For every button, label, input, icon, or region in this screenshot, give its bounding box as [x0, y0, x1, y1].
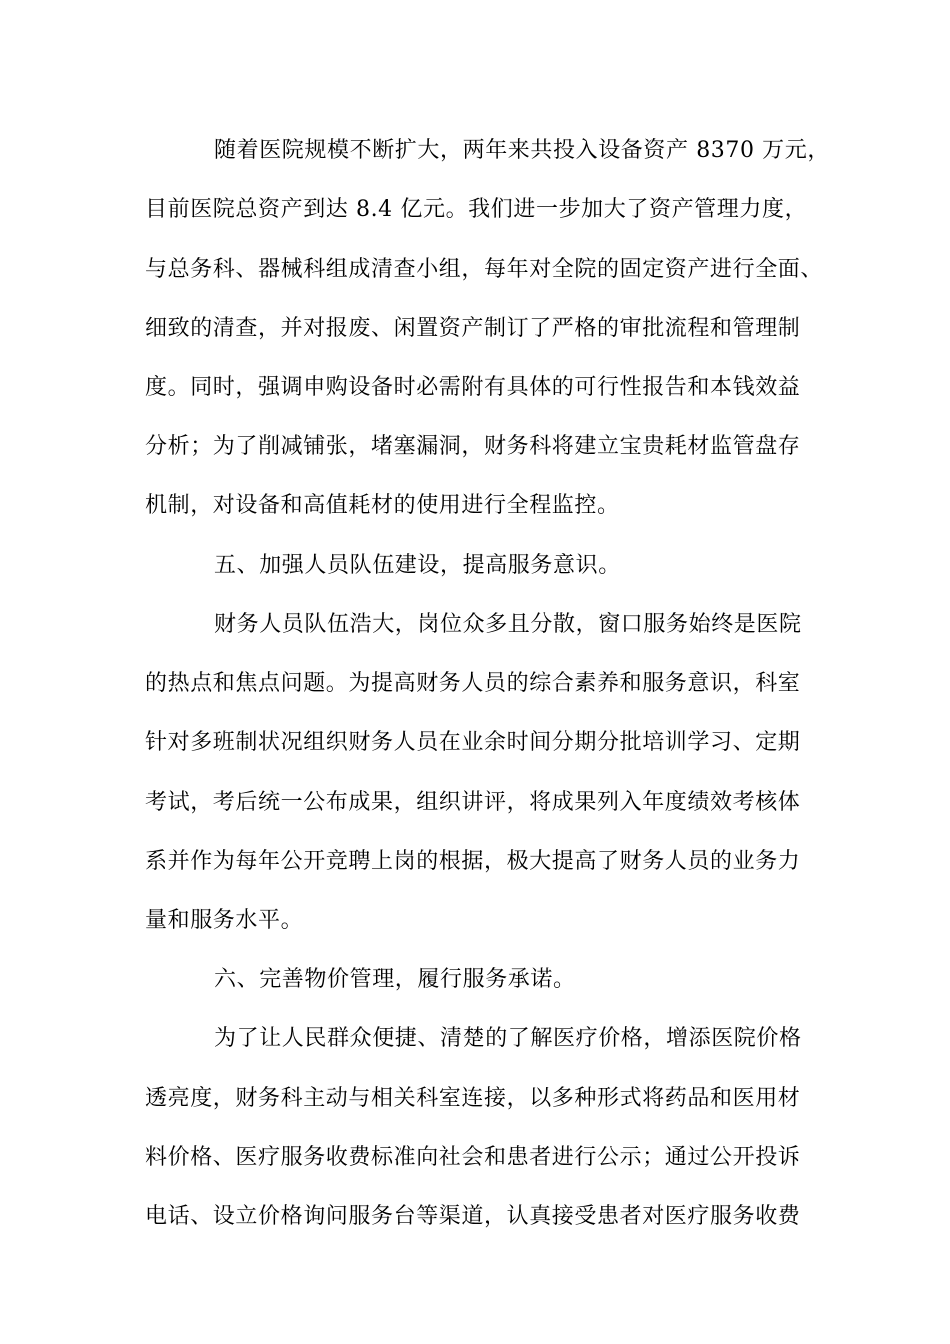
paragraph-price-line-2: 透亮度，财务科主动与相关科室连接，以多种形式将药品和医用材	[145, 1086, 801, 1111]
paragraph-asset-line-6: 分析；为了削减铺张，堵塞漏洞，财务科将建立宝贵耗材监管盘存	[145, 434, 801, 459]
section-heading-six: 六、完善物价管理，履行服务承诺。	[214, 967, 576, 992]
paragraph-price-line-1: 为了让人民群众便捷、清楚的了解医疗价格，增添医院价格	[214, 1026, 802, 1051]
paragraph-asset-line-2: 目前医院总资产到达 8.4 亿元。我们进一步加大了资产管理力度，	[145, 197, 808, 222]
paragraph-price-line-4: 电话、设立价格询问服务台等渠道，认真接受患者对医疗服务收费	[145, 1204, 801, 1229]
paragraph-price-line-3: 料价格、医疗服务收费标准向社会和患者进行公示；通过公开投诉	[145, 1145, 801, 1170]
section-heading-five: 五、加强人员队伍建设，提高服务意识。	[214, 553, 621, 578]
paragraph-asset-line-3: 与总务科、器械科组成清查小组，每年对全院的固定资产进行全面、	[145, 257, 824, 282]
paragraph-asset-line-7: 机制，对设备和高值耗材的使用进行全程监控。	[145, 493, 620, 518]
paragraph-asset-line-4: 细致的清查，并对报废、闲置资产制订了严格的审批流程和管理制	[145, 316, 801, 341]
paragraph-asset-line-5: 度。同时，强调申购设备时必需附有具体的可行性报告和本钱效益	[145, 375, 801, 400]
paragraph-staff-line-4: 考试，考后统一公布成果，组织讲评，将成果列入年度绩效考核体	[145, 790, 801, 815]
paragraph-staff-line-1: 财务人员队伍浩大，岗位众多且分散，窗口服务始终是医院	[214, 612, 802, 637]
paragraph-asset-line-1: 随着医院规模不断扩大，两年来共投入设备资产 8370 万元，	[214, 138, 830, 163]
paragraph-staff-line-6: 量和服务水平。	[145, 908, 304, 933]
paragraph-staff-line-5: 系并作为每年公开竞聘上岗的根据，极大提高了财务人员的业务力	[145, 849, 801, 874]
paragraph-staff-line-2: 的热点和焦点问题。为提高财务人员的综合素养和服务意识，科室	[145, 671, 801, 696]
paragraph-staff-line-3: 针对多班制状况组织财务人员在业余时间分期分批培训学习、定期	[145, 730, 801, 755]
